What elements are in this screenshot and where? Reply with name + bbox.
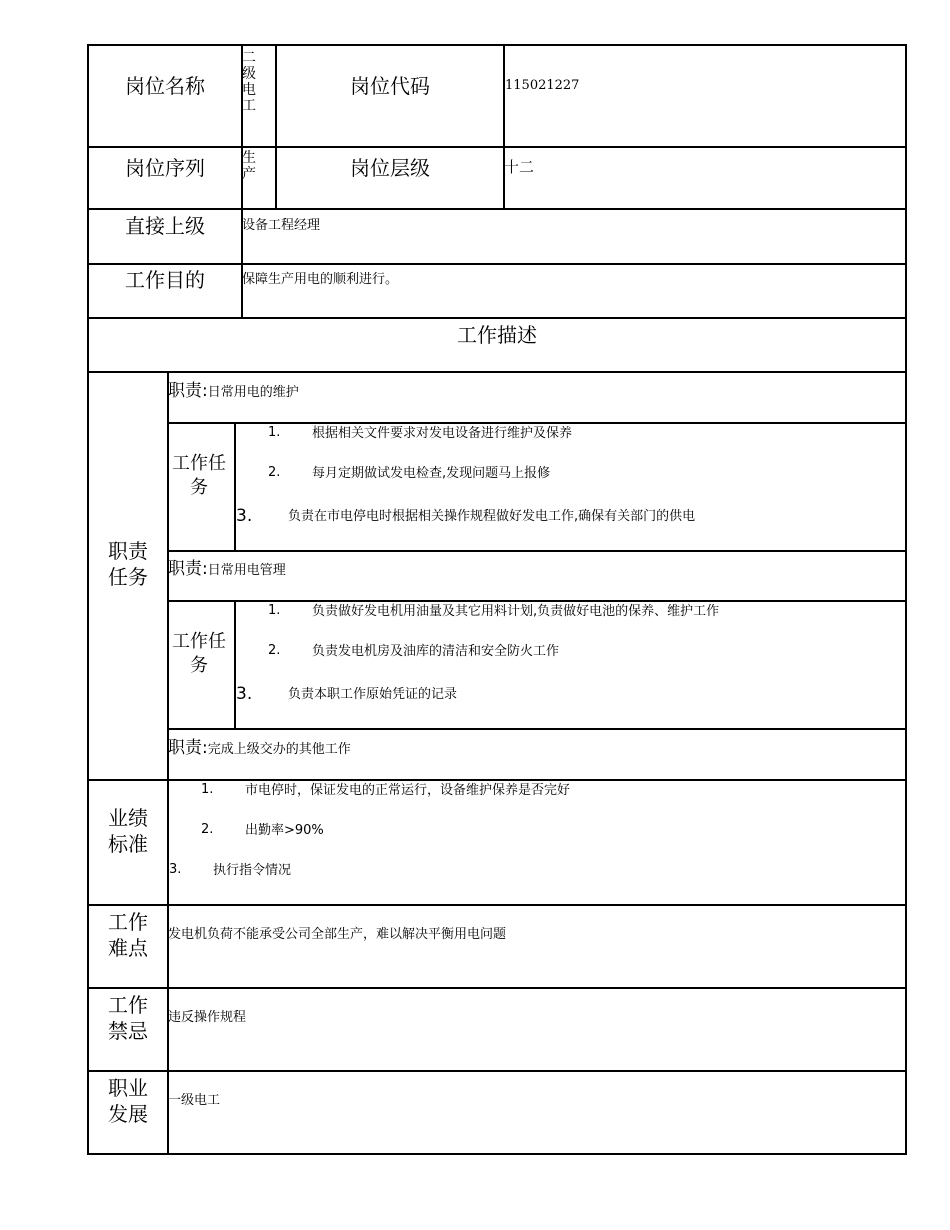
- taboo-value: 违反操作规程: [168, 1010, 247, 1025]
- performance-text: 出勤率>90%: [245, 823, 324, 838]
- task-text: 负责做好发电机用油量及其它用料计划,负责做好电池的保养、维护工作: [312, 604, 720, 619]
- duty-title-row: [168, 554, 286, 580]
- post-code-value: 115021227: [505, 78, 580, 93]
- duties-section-label: 职责任务: [108, 539, 148, 589]
- duty-title-row: [168, 733, 351, 759]
- task-number: 2.: [268, 465, 281, 480]
- superior-value: 设备工程经理: [242, 218, 321, 233]
- superior-label: 直接上级: [125, 214, 205, 238]
- difficulty-value: 发电机负荷不能承受公司全部生产，难以解决平衡用电问题: [168, 927, 507, 942]
- purpose-label: 工作目的: [125, 268, 205, 292]
- task-label: 工作任务: [172, 631, 226, 676]
- performance-text: 市电停时，保证发电的正常运行，设备维护保养是否完好: [245, 783, 571, 798]
- row-divider: [87, 1070, 907, 1072]
- duty-prefix: 职责:: [168, 738, 208, 758]
- purpose-value: 保障生产用电的顺利进行。: [242, 272, 399, 287]
- row-divider: [167, 728, 907, 730]
- row-divider: [87, 263, 907, 265]
- task-label: 工作任务: [172, 453, 226, 498]
- performance-number: 3.: [169, 862, 182, 877]
- duty-prefix: 职责:: [168, 381, 208, 401]
- task-text: 负责在市电停电时根据相关操作规程做好发电工作,确保有关部门的供电: [288, 509, 696, 524]
- career-value: 一级电工: [168, 1093, 221, 1108]
- row-divider: [87, 146, 907, 148]
- column-divider: [503, 44, 505, 209]
- post-name-label: 岗位名称: [125, 74, 205, 98]
- duty-title: 日常用电管理: [207, 563, 286, 578]
- task-text: 每月定期做试发电检查,发现问题马上报修: [312, 466, 551, 481]
- row-divider: [167, 600, 907, 602]
- column-divider: [275, 44, 277, 209]
- duty-title-row: [168, 376, 299, 402]
- row-divider: [87, 317, 907, 319]
- row-divider: [87, 371, 907, 373]
- post-code-label: 岗位代码: [350, 74, 430, 98]
- performance-number: 2.: [201, 822, 214, 837]
- post-series-label: 岗位序列: [125, 156, 205, 180]
- row-divider: [87, 779, 907, 781]
- table-border-right: [905, 44, 907, 1155]
- taboo-label: 工作禁忌: [108, 993, 148, 1043]
- description-title: 工作描述: [457, 323, 537, 347]
- duty-title: 日常用电的维护: [207, 385, 299, 400]
- duty-prefix: 职责:: [168, 559, 208, 579]
- task-text: 负责本职工作原始凭证的记录: [288, 687, 458, 702]
- row-divider: [87, 208, 907, 210]
- task-text: 根据相关文件要求对发电设备进行维护及保养: [312, 426, 573, 441]
- post-name-value: 二级电工: [242, 50, 256, 114]
- table-border-left: [87, 44, 89, 1155]
- table-border-bottom: [87, 1153, 907, 1155]
- task-number: 3.: [236, 684, 253, 704]
- performance-label: 业绩标准: [108, 806, 148, 856]
- post-series-value: 生产: [242, 150, 256, 182]
- table-border-top: [87, 44, 907, 46]
- difficulty-label: 工作难点: [108, 910, 148, 960]
- task-number: 1.: [268, 425, 281, 440]
- row-divider: [87, 904, 907, 906]
- performance-text: 执行指令情况: [213, 863, 292, 878]
- performance-number: 1.: [201, 782, 214, 797]
- column-divider: [234, 600, 236, 729]
- row-divider: [167, 422, 907, 424]
- career-label: 职业发展: [108, 1076, 148, 1126]
- task-text: 负责发电机房及油库的清洁和安全防火工作: [312, 644, 560, 659]
- column-divider: [234, 422, 236, 551]
- task-number: 3.: [236, 506, 253, 526]
- task-number: 1.: [268, 603, 281, 618]
- post-level-label: 岗位层级: [350, 156, 430, 180]
- post-level-value: 十二: [504, 158, 535, 176]
- row-divider: [87, 987, 907, 989]
- duty-title: 完成上级交办的其他工作: [207, 742, 351, 757]
- task-number: 2.: [268, 643, 281, 658]
- row-divider: [167, 550, 907, 552]
